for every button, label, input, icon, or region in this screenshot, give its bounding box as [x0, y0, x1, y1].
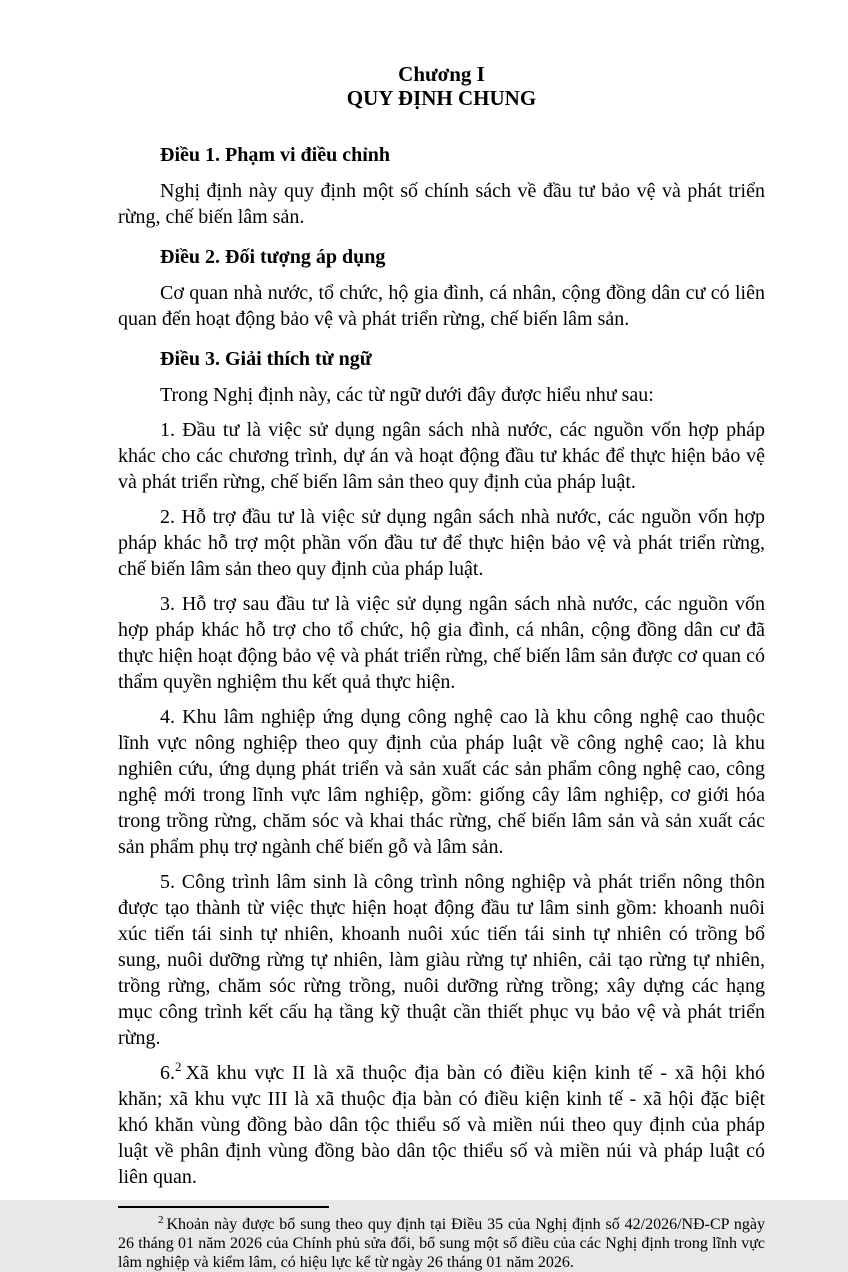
article-1-heading: Điều 1. Phạm vi điều chỉnh: [160, 144, 391, 166]
clause-6-number: 6.: [160, 1062, 175, 1084]
article-1-text: Nghị định này quy định một số chính sách về đầu tư bảo vệ và phát triển rừng, chế biến lâm sản.: [118, 180, 765, 228]
chapter-heading-block: [118, 62, 765, 110]
article-2-heading: Điều 2. Đối tượng áp dụng: [160, 246, 386, 268]
article-3-heading: Điều 3. Giải thích từ ngữ: [160, 348, 372, 370]
footnote-divider: [118, 1206, 329, 1208]
article-2-text: Cơ quan nhà nước, tổ chức, hộ gia đình, cá nhân, cộng đồng dân cư có liên quan đến hoạt động bảo vệ và phát triển rừng, chế biến lâm sản.: [118, 282, 765, 330]
clause-6: [118, 1060, 765, 1190]
footnote: [118, 1215, 765, 1272]
article-3-intro: Trong Nghị định này, các từ ngữ dưới đây được hiểu như sau:: [160, 384, 654, 406]
chapter-title: QUY ĐỊNH CHUNG: [346, 86, 537, 110]
footnote-ref-superscript: 2: [175, 1059, 182, 1075]
chapter-label: Chương I: [398, 62, 485, 86]
clause-3: 3. Hỗ trợ sau đầu tư là việc sử dụng ngân sách nhà nước, các nguồn vốn hợp pháp khác hỗ trợ cho tổ chức, hộ gia đình, cá nhân, cộng đồng dân cư đã thực hiện hoạt động bảo vệ và phát triển rừng, chế biến lâm sản được cơ quan có thẩm quyền nghiệm thu kết quả thực hiện.: [118, 593, 765, 693]
clause-6-text: Xã khu vực II là xã thuộc địa bàn có điều kiện kinh tế - xã hội khó khăn; xã khu vực III là xã thuộc địa bàn có điều kiện kinh tế - xã hội đặc biệt khó khăn vùng đồng bào dân tộc thiểu số và miền núi theo quy định của pháp luật về phân định vùng đồng bào dân tộc thiểu số và miền núi và pháp luật có liên quan.: [118, 1062, 765, 1188]
footnote-text: Khoản này được bổ sung theo quy định tại Điều 35 của Nghị định số 42/2026/NĐ-CP ngày 26 tháng 01 năm 2026 của Chính phủ sửa đổi, bổ sung một số điều của các Nghị định trong lĩnh vực lâm nghiệp và kiểm lâm, có hiệu lực kể từ ngày 26 tháng 01 năm 2026.: [118, 1216, 765, 1271]
clause-5: 5. Công trình lâm sinh là công trình nông nghiệp và phát triển nông thôn được tạo thành từ việc thực hiện hoạt động đầu tư lâm sinh gồm: khoanh nuôi xúc tiến tái sinh tự nhiên, khoanh nuôi xúc tiến tái sinh tự nhiên có trồng bổ sung, nuôi dưỡng rừng tự nhiên, làm giàu rừng tự nhiên, cải tạo rừng tự nhiên, trồng rừng, chăm sóc rừng trồng, nuôi dưỡng rừng trồng; xây dựng các hạng mục công trình kết cấu hạ tầng kỹ thuật cần thiết phục vụ bảo vệ và phát triển rừng.: [118, 871, 765, 1049]
clause-2: 2. Hỗ trợ đầu tư là việc sử dụng ngân sách nhà nước, các nguồn vốn hợp pháp khác hỗ trợ một phần vốn đầu tư để thực hiện bảo vệ và phát triển rừng, chế biến lâm sản theo quy định của pháp luật.: [118, 506, 765, 580]
footnote-marker-superscript: 2: [158, 1213, 164, 1226]
clause-1: 1. Đầu tư là việc sử dụng ngân sách nhà nước, các nguồn vốn hợp pháp khác cho các chương trình, dự án và hoạt động đầu tư khác để thực hiện bảo vệ và phát triển rừng, chế biến lâm sản theo quy định của pháp luật.: [118, 419, 765, 493]
footnote-area: [118, 1206, 765, 1272]
clause-4: 4. Khu lâm nghiệp ứng dụng công nghệ cao là khu công nghệ cao thuộc lĩnh vực nông nghiệp theo quy định của pháp luật về công nghệ cao; là khu nghiên cứu, ứng dụng phát triển và sản xuất các sản phẩm công nghệ cao, công nghệ mới trong lĩnh vực lâm nghiệp, gồm: giống cây lâm nghiệp, cơ giới hóa trong trồng rừng, chăm sóc và khai thác rừng, chế biến lâm sản và sản xuất các sản phẩm phụ trợ ngành chế biến gỗ và lâm sản.: [118, 706, 765, 858]
